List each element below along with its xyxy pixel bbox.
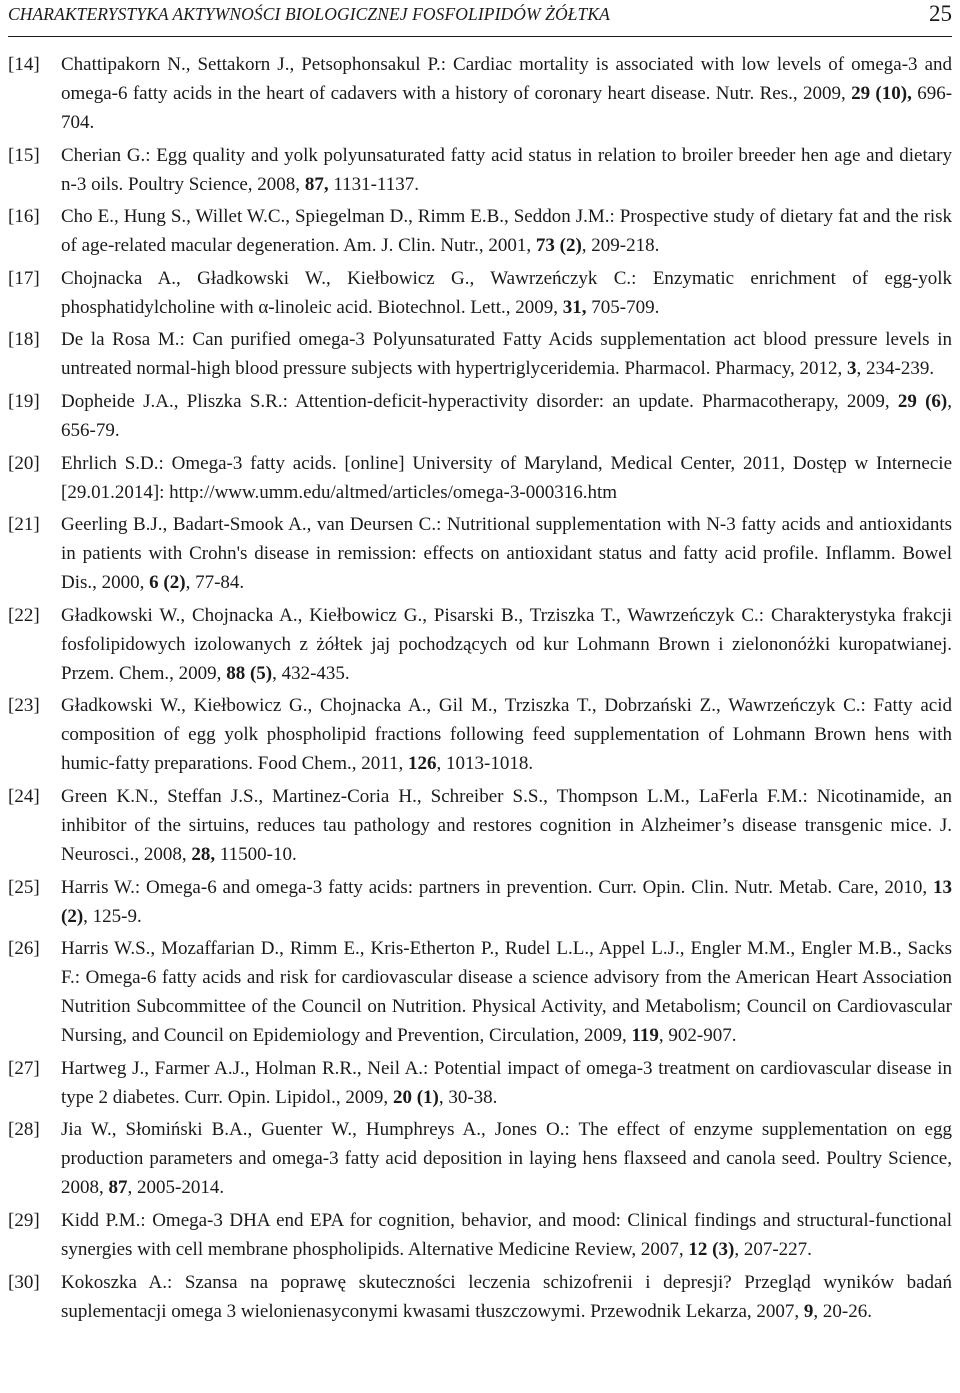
- reference-fragment: 705-709.: [586, 296, 660, 318]
- reference-text: [61, 50, 952, 137]
- reference-item: [8, 691, 952, 778]
- reference-number: [28]: [8, 1119, 40, 1141]
- reference-item: [8, 1268, 952, 1326]
- reference-text: [61, 510, 952, 597]
- reference-fragment: Jia W., Słomiński B.A., Guenter W., Humphreys A., Jones O.: The effect of enzyme supplementation on egg production parameters and omega-3 fatty acid deposition in laying hens flaxseed and canola seed. Poultry Science, 2008,: [61, 1119, 952, 1199]
- reference-volume: 31,: [562, 296, 587, 318]
- reference-number: [27]: [8, 1057, 40, 1079]
- reference-volume: 12 (3): [688, 1238, 735, 1260]
- reference-fragment: 696-704.: [61, 83, 953, 133]
- reference-number: [23]: [8, 695, 40, 717]
- reference-text: [61, 934, 952, 1050]
- reference-fragment: , 30-38.: [438, 1086, 498, 1108]
- reference-text: [61, 325, 952, 383]
- reference-volume: 28,: [191, 843, 216, 865]
- reference-fragment: Dopheide J.A., Pliszka S.R.: Attention-deficit-hyperactivity disorder: an update. Pharmacotherapy, 2009,: [61, 390, 898, 412]
- reference-volume: 73 (2): [535, 235, 582, 257]
- reference-fragment: , 20-26.: [813, 1300, 872, 1322]
- reference-volume: 20 (1): [392, 1086, 439, 1108]
- reference-volume: 119: [631, 1025, 659, 1047]
- reference-fragment: Cherian G.: Egg quality and yolk polyunsaturated fatty acid status in relation to broiler breeder hen age and dietary n-3 oils. Poultry Science, 2008,: [61, 144, 952, 195]
- reference-number: [14]: [8, 54, 40, 75]
- reference-item: [8, 325, 952, 383]
- reference-volume: 126: [408, 753, 437, 775]
- reference-text: [61, 449, 952, 507]
- reference-text: [61, 202, 952, 260]
- reference-text: [61, 1268, 952, 1326]
- reference-fragment: Gładkowski W., Chojnacka A., Kiełbowicz G., Pisarski B., Trziszka T., Wawrzeńczyk C.: Charakterystyka frakcji fosfolipidowych izolowanych z żółtek jaj pochodzących od kur Lohmann Brown i zielononóżki kuropatwianej. Przem. Chem., 2009,: [61, 604, 952, 684]
- running-title: CHARAKTERYSTYKA AKTYWNOŚCI BIOLOGICZNEJ FOSFOLIPIDÓW ŻÓŁTKA: [8, 4, 610, 24]
- reference-fragment: Kokoszka A.: Szansa na poprawę skuteczności leczenia schizofrenii i depresji? Przegląd wyników badań suplementacji omega 3 wielonienasyconymi kwasami tłuszczowymi. Przewodnik Lekarza, 2007,: [61, 1271, 952, 1322]
- reference-number: [16]: [8, 206, 40, 228]
- reference-volume: 88 (5): [226, 662, 273, 684]
- reference-text: [61, 387, 952, 445]
- reference-volume: 29 (10),: [851, 83, 912, 104]
- running-header: [8, 0, 952, 37]
- reference-number: [15]: [8, 144, 40, 166]
- reference-number: [29]: [8, 1209, 40, 1231]
- reference-volume: 29 (6): [897, 390, 948, 412]
- reference-number: [25]: [8, 876, 40, 898]
- reference-item: [8, 387, 952, 445]
- reference-text: [61, 601, 952, 688]
- reference-fragment: , 2005-2014.: [127, 1177, 225, 1199]
- reference-fragment: , 902-907.: [658, 1025, 737, 1047]
- reference-fragment: Kidd P.M.: Omega-3 DHA end EPA for cognition, behavior, and mood: Clinical findings and structural-functional synergies with cell membrane phospholipids. Alternative Medicine Review, 2007,: [61, 1209, 952, 1260]
- reference-fragment: Cho E., Hung S., Willet W.C., Spiegelman D., Rimm E.B., Seddon J.M.: Prospective study of dietary fat and the risk of age-related macular degeneration. Am. J. Clin. Nutr., 2001,: [61, 206, 952, 257]
- reference-fragment: , 656-79.: [61, 390, 953, 441]
- reference-list: [8, 50, 952, 1329]
- reference-text: [61, 873, 952, 931]
- reference-item: [8, 50, 952, 137]
- reference-fragment: , 125-9.: [83, 905, 142, 927]
- reference-fragment: De la Rosa M.: Can purified omega-3 Polyunsaturated Fatty Acids supplementation act blood pressure levels in untreated normal-high blood pressure subjects with hypertriglyceridemia. Pharmacol. Pharmacy, 2012,: [61, 329, 952, 380]
- page-number: 25: [929, 1, 952, 26]
- reference-item: [8, 141, 952, 199]
- reference-text: [61, 782, 952, 869]
- reference-fragment: , 207-227.: [734, 1238, 812, 1260]
- reference-fragment: Ehrlich S.D.: Omega-3 fatty acids. [online] University of Maryland, Medical Center, 2011, Dostęp w Internecie [29.01.2014]: http://www.umm.edu/altmed/articles/omega-3-000316.htm: [61, 452, 952, 503]
- reference-volume: 9: [803, 1300, 814, 1322]
- reference-item: [8, 934, 952, 1050]
- reference-fragment: Chojnacka A., Gładkowski W., Kiełbowicz G., Wawrzeńczyk C.: Enzymatic enrichment of egg-yolk phosphatidylcholine with α-linoleic acid. Biotechnol. Lett., 2009,: [61, 267, 952, 318]
- reference-item: [8, 601, 952, 688]
- reference-number: [26]: [8, 938, 40, 960]
- reference-item: [8, 264, 952, 322]
- reference-text: [61, 141, 952, 199]
- reference-volume: 87: [108, 1177, 128, 1199]
- reference-text: [61, 264, 952, 322]
- reference-item: [8, 873, 952, 931]
- reference-item: [8, 449, 952, 507]
- reference-fragment: , 432-435.: [272, 662, 350, 684]
- reference-fragment: , 209-218.: [581, 235, 660, 257]
- reference-fragment: Chattipakorn N., Settakorn J., Petsophonsakul P.: Cardiac mortality is associated with low levels of omega-3 and omega-6 fatty acids in the heart of cadavers with a history of coronary heart disease. Nutr. Res., 2009,: [61, 54, 952, 104]
- reference-number: [19]: [8, 390, 40, 412]
- reference-item: [8, 1206, 952, 1264]
- reference-number: [30]: [8, 1271, 40, 1293]
- reference-fragment: , 1013-1018.: [436, 753, 534, 775]
- reference-text: [61, 1115, 952, 1202]
- reference-fragment: 11500-10.: [215, 843, 297, 865]
- reference-fragment: Harris W.: Omega-6 and omega-3 fatty acids: partners in prevention. Curr. Opin. Clin. Nutr. Metab. Care, 2010,: [61, 876, 933, 898]
- reference-volume: 3: [847, 358, 857, 380]
- reference-item: [8, 202, 952, 260]
- reference-item: [8, 782, 952, 869]
- reference-item: [8, 510, 952, 597]
- reference-number: [17]: [8, 267, 40, 289]
- reference-number: [18]: [8, 329, 40, 351]
- reference-number: [22]: [8, 604, 40, 626]
- reference-number: [21]: [8, 514, 40, 536]
- reference-item: [8, 1115, 952, 1202]
- reference-volume: 6 (2): [149, 572, 186, 594]
- reference-fragment: Hartweg J., Farmer A.J., Holman R.R., Neil A.: Potential impact of omega-3 treatment on cardiovascular disease in type 2 diabetes. Curr. Opin. Lipidol., 2009,: [61, 1057, 952, 1108]
- reference-fragment: Geerling B.J., Badart-Smook A., van Deursen C.: Nutritional supplementation with N-3 fatty acids and antioxidants in patients with Crohn's disease in remission: effects on antioxidant status and fatty acid profile. Inflamm. Bowel Dis., 2000,: [61, 514, 952, 594]
- reference-fragment: 1131-1137.: [328, 173, 419, 195]
- reference-fragment: Harris W.S., Mozaffarian D., Rimm E., Kris-Etherton P., Rudel L.L., Appel L.J., Engler M.M., Engler M.B., Sacks F.: Omega-6 fatty acids and risk for cardiovascular disease a science advisory from the American Heart Association Nutrition Subcommittee of the Council on Nutrition. Physical Activity, and Metabolism; Council on Cardiovascular Nursing, and Council on Epidemiology and Prevention, Circulation, 2009,: [61, 938, 952, 1047]
- reference-volume: 13 (2): [61, 876, 952, 927]
- reference-fragment: , 77-84.: [185, 572, 245, 594]
- reference-text: [61, 691, 952, 778]
- reference-volume: 87,: [304, 173, 329, 195]
- reference-text: [61, 1054, 952, 1112]
- reference-number: [20]: [8, 452, 40, 474]
- reference-number: [24]: [8, 785, 40, 807]
- reference-text: [61, 1206, 952, 1264]
- reference-fragment: , 234-239.: [856, 358, 935, 380]
- reference-item: [8, 1054, 952, 1112]
- reference-fragment: Gładkowski W., Kiełbowicz G., Chojnacka A., Gil M., Trziszka T., Dobrzański Z., Wawrzeńczyk C.: Fatty acid composition of egg yolk phospholipid fractions following feed supplementation of Lohmann Brown hens with humic-fatty preparations. Food Chem., 2011,: [61, 695, 952, 775]
- reference-fragment: Green K.N., Steffan J.S., Martinez-Coria H., Schreiber S.S., Thompson L.M., LaFerla F.M.: Nicotinamide, an inhibitor of the sirtuins, reduces tau pathology and restores cognition in Alzheimer’s disease transgenic mice. J. Neurosci., 2008,: [61, 785, 952, 865]
